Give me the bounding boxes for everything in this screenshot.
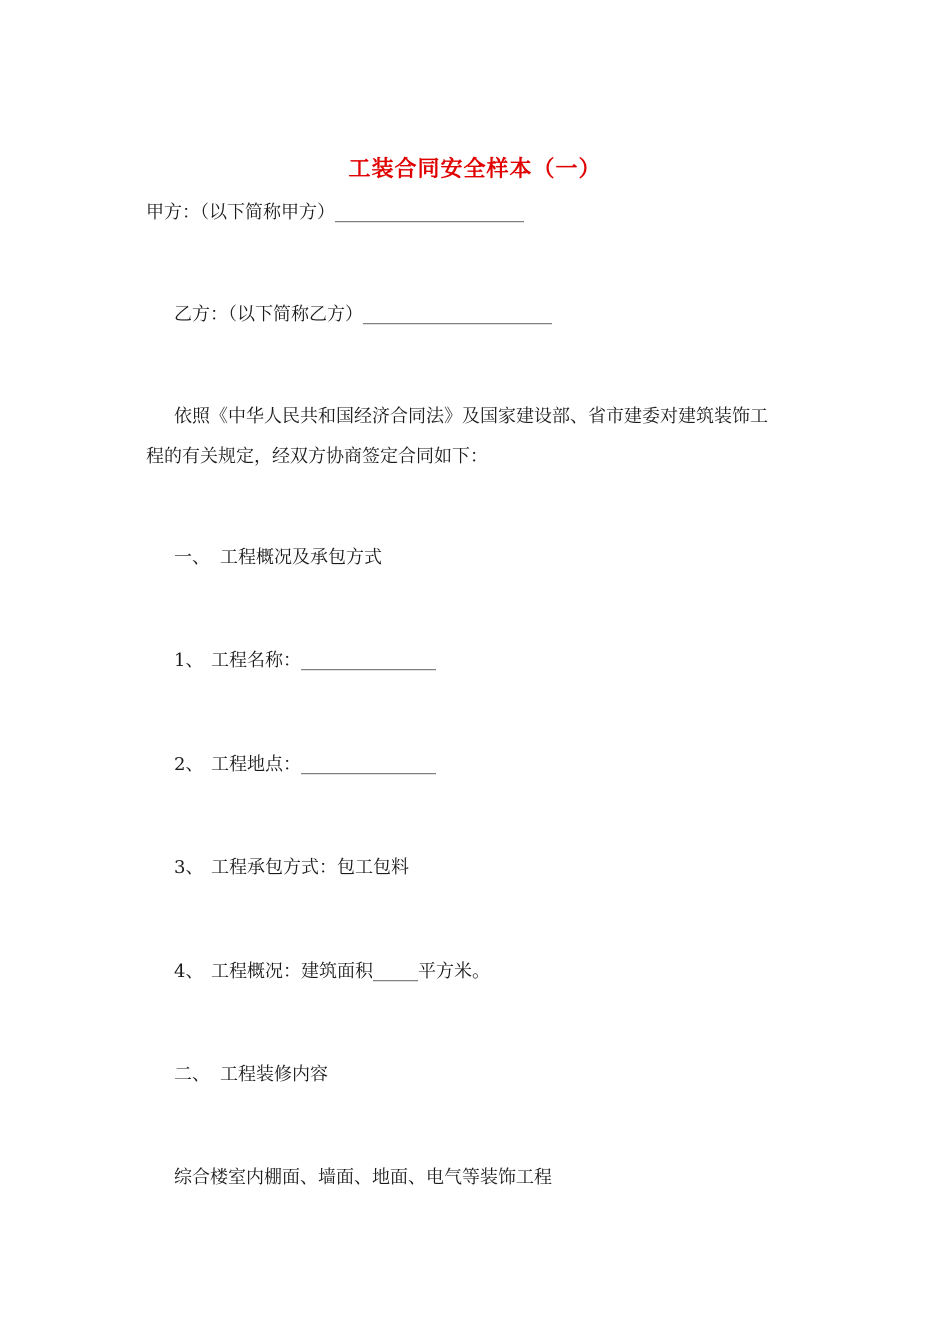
list-item-text: 工程承包方式：包工包料 bbox=[211, 857, 409, 878]
list-item-number: 2、 bbox=[174, 754, 204, 775]
section-1-title: 工程概况及承包方式 bbox=[220, 547, 382, 568]
preamble-line-1: 依照《中华人民共和国经济合同法》及国家建设部、省市建委对建筑装饰工 bbox=[174, 406, 768, 427]
list-item-text: 工程概况：建筑面积_____平方米。 bbox=[211, 961, 490, 982]
list-item bbox=[174, 753, 436, 777]
list-item-number: 1、 bbox=[174, 650, 204, 671]
party-b-line: 乙方：（以下简称乙方）_____________________ bbox=[174, 304, 552, 325]
section-2-title: 工程装修内容 bbox=[220, 1064, 328, 1085]
list-item-text: 工程名称：_______________ bbox=[211, 650, 436, 671]
list-item bbox=[174, 856, 409, 880]
preamble-line-2: 程的有关规定，经双方协商签定合同如下： bbox=[146, 446, 488, 467]
list-item bbox=[174, 649, 436, 673]
section-1-number: 一、 bbox=[174, 547, 210, 568]
preamble-paragraph bbox=[146, 397, 816, 477]
list-item-number: 3、 bbox=[174, 857, 204, 878]
party-a-line: 甲方：（以下简称甲方）_____________________ bbox=[146, 202, 524, 223]
list-item bbox=[174, 960, 490, 984]
list-item-number: 4、 bbox=[174, 961, 204, 982]
list-item-text: 工程地点：_______________ bbox=[211, 754, 436, 775]
section-1-heading bbox=[174, 546, 382, 570]
section-2-heading bbox=[174, 1063, 328, 1087]
section-2-number: 二、 bbox=[174, 1064, 210, 1085]
section-2-body: 综合楼室内棚面、墙面、地面、电气等装饰工程 bbox=[174, 1167, 552, 1188]
document-title: 工装合同安全样本（一） bbox=[348, 156, 602, 182]
